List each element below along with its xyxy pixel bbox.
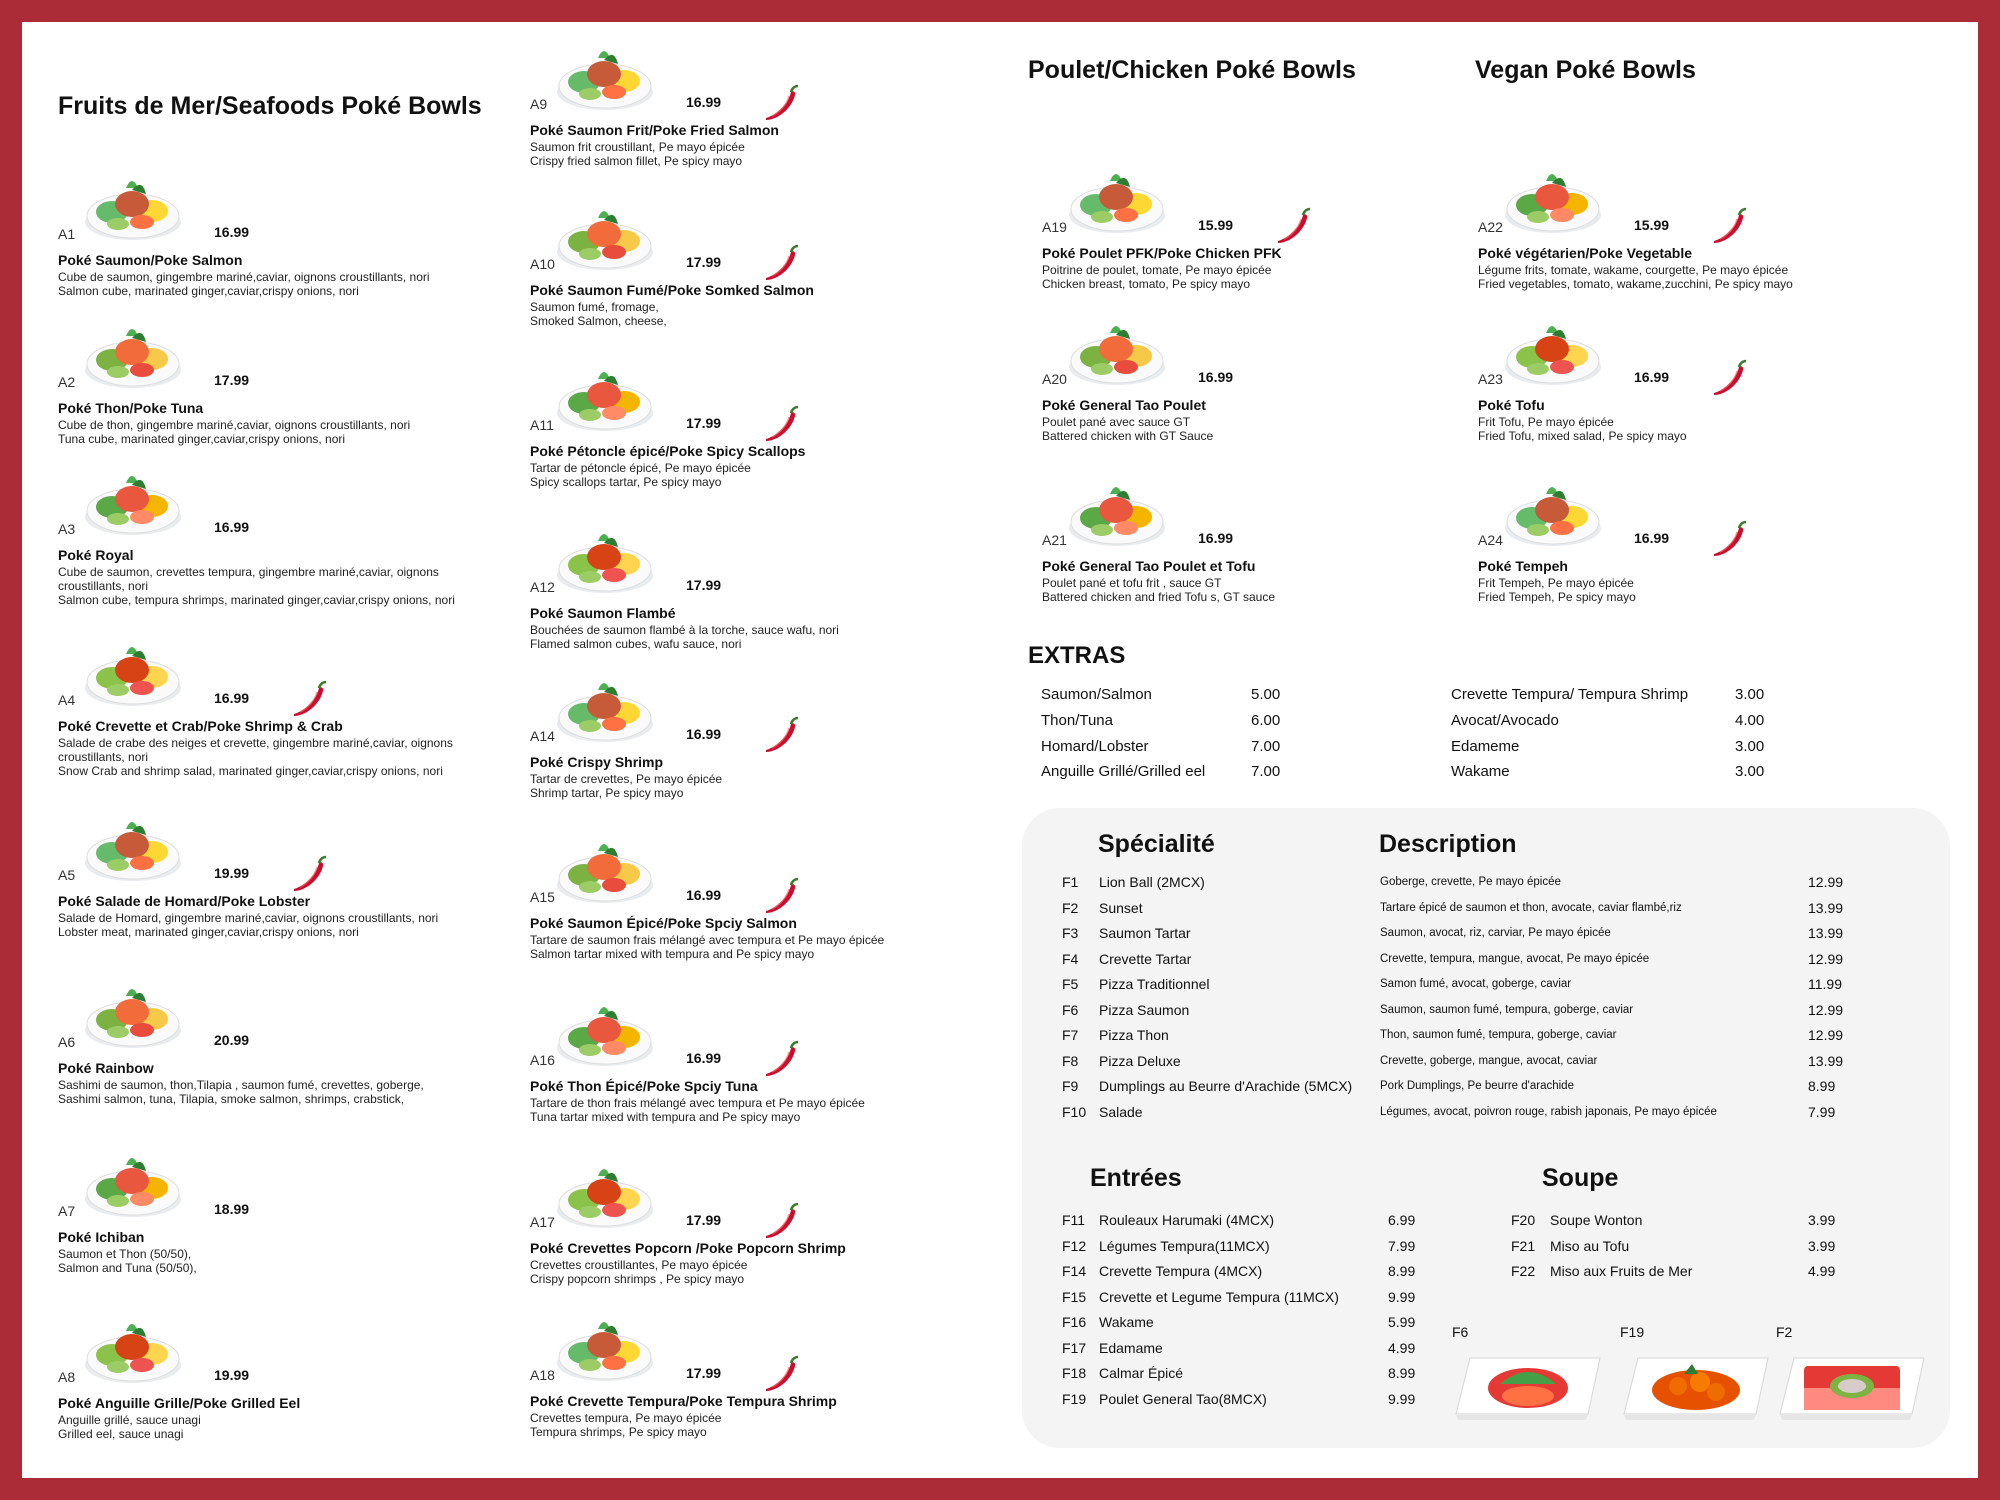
poke-bowl-image [80, 164, 186, 244]
special-price: 7.99 [1808, 1103, 1836, 1120]
poke-bowl-image [552, 34, 658, 114]
special-name: Saumon Tartar [1099, 925, 1191, 941]
item-description-line: Salade de Homard, gingembre mariné,caviar, oignons croustillants, nori [58, 911, 439, 925]
item-name: Poké Ichiban [58, 1229, 145, 1245]
extra-name: Homard/Lobster [1041, 738, 1149, 755]
item-code: A23 [1478, 371, 1503, 387]
item-description [58, 418, 513, 446]
item-name: Poké General Tao Poulet [1042, 397, 1206, 413]
item-description [530, 772, 985, 800]
soupe-name: Miso aux Fruits de Mer [1550, 1263, 1693, 1279]
soupe-price: 4.99 [1808, 1263, 1836, 1279]
extra-name: Saumon/Salmon [1041, 686, 1152, 703]
item-description [58, 911, 513, 939]
entree-name: Légumes Tempura(11MCX) [1099, 1237, 1270, 1254]
chili-pepper-icon [1708, 205, 1750, 247]
item-description [1478, 415, 1933, 443]
poke-bowl-image [552, 194, 658, 274]
item-description-line: Flamed salmon cubes, wafu sauce, nori [530, 637, 742, 651]
entree-price: 9.99 [1388, 1288, 1416, 1305]
special-name: Sunset [1099, 899, 1143, 916]
extra-price: 5.00 [1251, 686, 1281, 703]
special-name: Lion Ball (2MCX) [1099, 874, 1205, 890]
item-description-line: Chicken breast, tomato, Pe spicy mayo [1042, 277, 1251, 291]
soupe-code: F21 [1511, 1237, 1536, 1254]
poke-bowl-image [552, 666, 658, 746]
item-description [1478, 263, 1933, 291]
item-description-line: Tartare de saumon frais mélangé avec tempura et Pe mayo épicée [530, 933, 885, 947]
item-name: Poké Poulet PFK/Poke Chicken PFK [1042, 245, 1282, 261]
item-description-line: Tartar de crevettes, Pe mayo épicée [530, 772, 723, 786]
item-description-line: Salmon cube, tempura shrimps, marinated ginger,caviar,crispy onions, nori [58, 593, 455, 607]
soupe-code: F22 [1511, 1263, 1536, 1279]
item-name: Poké Saumon Fumé/Poke Somked Salmon [530, 282, 814, 298]
entree-code: F19 [1062, 1390, 1087, 1407]
item-description [530, 1096, 985, 1124]
item-name: Poké Crevettes Popcorn /Poke Popcorn Shrimp [530, 1240, 846, 1256]
entree-price: 6.99 [1388, 1212, 1416, 1228]
item-description-line: Frit Tempeh, Pe mayo épicée [1478, 576, 1634, 590]
item-description [530, 933, 985, 961]
poke-bowl-image [1064, 470, 1170, 550]
item-code: A15 [530, 889, 555, 905]
item-description-line: Tempura shrimps, Pe spicy mayo [530, 1425, 707, 1439]
special-code: F2 [1062, 899, 1079, 916]
item-name: Poké Anguille Grille/Poke Grilled Eel [58, 1395, 301, 1411]
special-name: Pizza Traditionnel [1099, 976, 1210, 992]
item-code: A14 [530, 728, 555, 744]
chili-pepper-icon [760, 1353, 802, 1395]
special-dish-photo [1618, 1344, 1774, 1426]
entree-name: Wakame [1099, 1314, 1154, 1330]
item-name: Poké Thon Épicé/Poke Spciy Tuna [530, 1078, 758, 1094]
item-description [1478, 576, 1933, 604]
poke-bowl-image [552, 355, 658, 435]
item-code: A16 [530, 1052, 555, 1068]
item-description-line: Lobster meat, marinated ginger,caviar,crispy onions, nori [58, 925, 359, 939]
description-title: Description [1379, 830, 1517, 858]
item-description-line: Salmon and Tuna (50/50), [58, 1261, 197, 1275]
poke-bowl-image [552, 1305, 658, 1385]
item-code: A17 [530, 1214, 555, 1230]
chili-pepper-icon [760, 82, 802, 124]
entree-name: Edamame [1099, 1339, 1163, 1356]
item-description [58, 1413, 513, 1441]
item-description [58, 270, 513, 298]
special-code: F9 [1062, 1078, 1079, 1094]
item-price: 19.99 [214, 1367, 250, 1383]
seafood-section-title: Fruits de Mer/Seafoods Poké Bowls [58, 92, 482, 120]
item-description-line: Fried Tofu, mixed salad, Pe spicy mayo [1478, 429, 1687, 443]
item-description-line: Saumon fumé, fromage, [530, 300, 659, 314]
item-description-line: Frit Tofu, Pe mayo épicée [1478, 415, 1614, 429]
item-description [530, 623, 985, 651]
item-code: A6 [58, 1034, 76, 1050]
item-description-line: Shrimp tartar, Pe spicy mayo [530, 786, 684, 800]
special-price: 12.99 [1808, 1027, 1844, 1043]
item-name: Poké Rainbow [58, 1060, 154, 1076]
special-code: F5 [1062, 976, 1079, 992]
extra-name: Wakame [1451, 763, 1510, 780]
item-description-line: Tuna cube, marinated ginger,caviar,crispy onions, nori [58, 432, 346, 446]
item-description-line: Cube de saumon, gingembre mariné,caviar, oignons croustillants, nori [58, 270, 430, 284]
poke-bowl-image [1500, 470, 1606, 550]
entree-code: F12 [1062, 1237, 1087, 1254]
entree-price: 8.99 [1388, 1365, 1416, 1381]
poke-bowl-image [80, 972, 186, 1052]
item-price: 16.99 [214, 224, 250, 240]
item-code: A21 [1042, 532, 1067, 548]
chili-pepper-icon [760, 1200, 802, 1242]
special-description: Goberge, crevette, Pe mayo épicée [1380, 876, 1561, 888]
item-price: 17.99 [686, 415, 722, 431]
poke-bowl-image [80, 1307, 186, 1387]
special-price: 13.99 [1808, 1052, 1844, 1069]
item-description-line: Crispy popcorn shrimps , Pe spicy mayo [530, 1272, 745, 1286]
extra-price: 6.00 [1251, 712, 1281, 729]
poke-bowl-image [552, 517, 658, 597]
poke-bowl-image [1064, 309, 1170, 389]
special-description: Pork Dumplings, Pe beurre d'arachide [1380, 1080, 1574, 1092]
item-description-line: Crispy fried salmon fillet, Pe spicy mayo [530, 154, 743, 168]
extra-price: 7.00 [1251, 738, 1281, 755]
item-code: A2 [58, 374, 76, 390]
chili-pepper-icon [760, 875, 802, 917]
special-dish-photo [1774, 1344, 1930, 1426]
special-name: Pizza Saumon [1099, 1001, 1190, 1018]
item-description [58, 565, 513, 607]
item-price: 16.99 [1634, 369, 1670, 385]
soupe-code: F20 [1511, 1212, 1536, 1228]
item-name: Poké General Tao Poulet et Tofu [1042, 558, 1256, 574]
item-description-line: Crevettes croustillantes, Pe mayo épicée [530, 1258, 748, 1272]
item-name: Poké Saumon Flambé [530, 605, 676, 621]
vegan-section-title: Vegan Poké Bowls [1475, 56, 1696, 84]
item-code: A19 [1042, 219, 1067, 235]
extra-price: 3.00 [1735, 738, 1765, 755]
item-description-line: Tartar de pétoncle épicé, Pe mayo épicée [530, 461, 751, 475]
item-code: A7 [58, 1203, 76, 1219]
photo-label: F2 [1776, 1324, 1793, 1340]
soupe-name: Soupe Wonton [1550, 1212, 1643, 1228]
item-description [58, 736, 513, 778]
item-price: 15.99 [1634, 217, 1670, 233]
soupe-price: 3.99 [1808, 1212, 1836, 1228]
item-description-line: croustillants, nori [58, 750, 149, 764]
photo-label: F19 [1620, 1324, 1645, 1340]
entrees-title: Entrées [1090, 1164, 1182, 1192]
entree-code: F11 [1062, 1212, 1086, 1228]
item-description-line: Anguille grillé, sauce unagi [58, 1413, 201, 1427]
item-description [530, 300, 985, 328]
extra-price: 3.00 [1735, 686, 1765, 703]
item-name: Poké Saumon Frit/Poke Fried Salmon [530, 122, 779, 138]
item-price: 17.99 [686, 577, 722, 593]
item-price: 16.99 [1198, 530, 1234, 546]
item-description-line: Spicy scallops tartar, Pe spicy mayo [530, 475, 722, 489]
special-description: Crevette, tempura, mangue, avocat, Pe mayo épicée [1380, 952, 1650, 965]
item-description-line: Tartare de thon frais mélangé avec tempura et Pe mayo épicée [530, 1096, 865, 1110]
item-code: A18 [530, 1367, 555, 1383]
item-name: Poké Tempeh [1478, 558, 1568, 574]
chili-pepper-icon [1272, 205, 1314, 247]
chili-pepper-icon [760, 403, 802, 445]
item-description-line: Fried vegetables, tomato, wakame,zucchini, Pe spicy mayo [1478, 277, 1793, 291]
item-name: Poké végétarien/Poke Vegetable [1478, 245, 1692, 261]
soupe-price: 3.99 [1808, 1237, 1836, 1254]
special-code: F4 [1062, 950, 1079, 967]
special-price: 11.99 [1808, 976, 1842, 992]
item-price: 18.99 [214, 1201, 250, 1217]
item-description-line: Grilled eel, sauce unagi [58, 1427, 184, 1441]
extra-price: 3.00 [1735, 763, 1765, 780]
extra-name: Crevette Tempura/ Tempura Shrimp [1451, 686, 1689, 703]
extra-price: 4.00 [1735, 712, 1765, 729]
special-code: F7 [1062, 1027, 1079, 1043]
item-name: Poké Crevette et Crab/Poke Shrimp & Crab [58, 718, 343, 734]
item-description-line: Bouchées de saumon flambé à la torche, sauce wafu, nori [530, 623, 839, 637]
special-code: F3 [1062, 925, 1079, 941]
item-price: 20.99 [214, 1032, 250, 1048]
special-description: Saumon, saumon fumé, tempura, goberge, caviar [1380, 1003, 1634, 1016]
special-code: F6 [1062, 1001, 1079, 1018]
chili-pepper-icon [1708, 518, 1750, 560]
special-code: F10 [1062, 1103, 1087, 1120]
item-code: A22 [1478, 219, 1503, 235]
special-description: Tartare épicé de saumon et thon, avocate, caviar flambé,riz [1380, 901, 1682, 914]
poke-bowl-image [80, 630, 186, 710]
entree-code: F16 [1062, 1314, 1087, 1330]
chili-pepper-icon [1708, 357, 1750, 399]
item-price: 17.99 [686, 254, 722, 270]
item-price: 16.99 [686, 94, 722, 110]
item-description [530, 1411, 985, 1439]
item-description-line: Poulet pané et tofu frit , sauce GT [1042, 576, 1222, 590]
item-price: 19.99 [214, 865, 250, 881]
chili-pepper-icon [760, 714, 802, 756]
special-name: Crevette Tartar [1099, 950, 1192, 967]
photo-label: F6 [1452, 1324, 1469, 1340]
item-description [530, 1258, 985, 1286]
entree-name: Crevette Tempura (4MCX) [1099, 1263, 1263, 1279]
special-price: 12.99 [1808, 1001, 1844, 1018]
item-description [1042, 415, 1497, 443]
chili-pepper-icon [760, 1038, 802, 1080]
entree-price: 9.99 [1388, 1390, 1416, 1407]
item-price: 16.99 [214, 690, 250, 706]
item-code: A4 [58, 692, 76, 708]
entree-name: Poulet General Tao(8MCX) [1099, 1390, 1267, 1407]
item-description-line: Snow Crab and shrimp salad, marinated ginger,caviar,crispy onions, nori [58, 764, 443, 778]
chili-pepper-icon [760, 242, 802, 284]
item-name: Poké Thon/Poke Tuna [58, 400, 204, 416]
item-description-line: Sashimi salmon, tuna, Tilapia, smoke salmon, shrimps, crabstick, [58, 1092, 405, 1106]
poke-bowl-image [80, 1141, 186, 1221]
entree-name: Rouleaux Harumaki (4MCX) [1099, 1212, 1275, 1228]
item-description-line: Saumon et Thon (50/50), [58, 1247, 192, 1261]
item-description-line: Smoked Salmon, cheese, [530, 314, 667, 328]
item-price: 17.99 [686, 1212, 722, 1228]
special-name: Pizza Thon [1099, 1027, 1169, 1043]
item-price: 16.99 [686, 887, 722, 903]
item-price: 16.99 [1634, 530, 1670, 546]
extras-title: EXTRAS [1028, 642, 1126, 669]
item-description [1042, 576, 1497, 604]
item-description-line: Cube de thon, gingembre mariné,caviar, oignons croustillants, nori [58, 418, 411, 432]
entree-name: Calmar Épicé [1099, 1365, 1184, 1381]
item-description-line: Légume frits, tomate, wakame, courgette, Pe mayo épicée [1478, 263, 1789, 277]
special-name: Dumplings au Beurre d'Arachide (5MCX) [1099, 1078, 1353, 1094]
entree-name: Crevette et Legume Tempura (11MCX) [1099, 1288, 1339, 1305]
item-name: Poké Crevette Tempura/Poke Tempura Shrimp [530, 1393, 837, 1409]
item-description [58, 1247, 513, 1275]
item-code: A10 [530, 256, 555, 272]
poke-bowl-image [552, 1152, 658, 1232]
item-price: 16.99 [686, 726, 722, 742]
item-name: Poké Salade de Homard/Poke Lobster [58, 893, 311, 909]
chili-pepper-icon [288, 853, 330, 895]
special-price: 13.99 [1808, 899, 1844, 916]
entree-code: F14 [1062, 1263, 1087, 1279]
poke-bowl-image [80, 805, 186, 885]
specialite-title: Spécialité [1098, 830, 1215, 858]
item-price: 16.99 [214, 519, 250, 535]
entree-code: F18 [1062, 1365, 1087, 1381]
poke-bowl-image [80, 312, 186, 392]
item-code: A9 [530, 96, 548, 112]
item-description-line: Battered chicken and fried Tofu s, GT sauce [1042, 590, 1276, 604]
item-code: A20 [1042, 371, 1067, 387]
item-description [58, 1078, 513, 1106]
entree-price: 8.99 [1388, 1263, 1416, 1279]
special-price: 12.99 [1808, 950, 1844, 967]
item-name: Poké Tofu [1478, 397, 1545, 413]
chili-pepper-icon [288, 678, 330, 720]
poke-bowl-image [552, 990, 658, 1070]
soupe-title: Soupe [1542, 1164, 1619, 1192]
item-code: A11 [530, 417, 554, 433]
special-description: Samon fumé, avocat, goberge, caviar [1380, 978, 1572, 990]
item-description [530, 140, 985, 168]
item-name: Poké Royal [58, 547, 134, 563]
extra-name: Anguille Grillé/Grilled eel [1041, 763, 1206, 780]
item-code: A5 [58, 867, 76, 883]
chicken-section-title: Poulet/Chicken Poké Bowls [1028, 56, 1356, 84]
special-dish-photo [1450, 1344, 1606, 1426]
special-code: F1 [1062, 874, 1079, 890]
item-price: 16.99 [1198, 369, 1234, 385]
item-code: A24 [1478, 532, 1503, 548]
entree-code: F17 [1062, 1339, 1087, 1356]
item-price: 15.99 [1198, 217, 1234, 233]
item-price: 17.99 [214, 372, 250, 388]
special-name: Salade [1099, 1103, 1143, 1120]
item-price: 17.99 [686, 1365, 722, 1381]
item-description-line: Battered chicken with GT Sauce [1042, 429, 1214, 443]
item-price: 16.99 [686, 1050, 722, 1066]
extra-name: Thon/Tuna [1041, 712, 1113, 729]
item-description-line: Poulet pané avec sauce GT [1042, 415, 1191, 429]
item-description-line: Crevettes tempura, Pe mayo épicée [530, 1411, 722, 1425]
item-description-line: Salade de crabe des neiges et crevette, gingembre mariné,caviar, oignons [58, 736, 453, 750]
entree-price: 7.99 [1388, 1237, 1416, 1254]
item-code: A8 [58, 1369, 76, 1385]
entree-price: 4.99 [1388, 1339, 1416, 1356]
item-description-line: Sashimi de saumon, thon,Tilapia , saumon fumé, crevettes, goberge, [58, 1078, 424, 1092]
item-description-line: Tuna tartar mixed with tempura and Pe spicy mayo [530, 1110, 801, 1124]
item-description [530, 461, 985, 489]
entree-price: 5.99 [1388, 1314, 1416, 1330]
entree-code: F15 [1062, 1288, 1087, 1305]
item-description-line: croustillants, nori [58, 579, 149, 593]
item-description [1042, 263, 1497, 291]
special-price: 8.99 [1808, 1078, 1836, 1094]
item-code: A1 [58, 226, 76, 242]
extra-price: 7.00 [1251, 763, 1281, 780]
item-description-line: Cube de saumon, crevettes tempura, gingembre mariné,caviar, oignons [58, 565, 439, 579]
item-description-line: Salmon cube, marinated ginger,caviar,crispy onions, nori [58, 284, 359, 298]
item-description-line: Saumon frit croustillant, Pe mayo épicée [530, 140, 745, 154]
item-code: A12 [530, 579, 555, 595]
item-description-line: Salmon tartar mixed with tempura and Pe spicy mayo [530, 947, 815, 961]
special-name: Pizza Deluxe [1099, 1052, 1181, 1069]
item-description-line: Fried Tempeh, Pe spicy mayo [1478, 590, 1636, 604]
extra-name: Edameme [1451, 738, 1520, 755]
soupe-name: Miso au Tofu [1550, 1237, 1630, 1254]
special-description: Thon, saumon fumé, tempura, goberge, caviar [1380, 1029, 1617, 1041]
special-code: F8 [1062, 1052, 1079, 1069]
poke-bowl-image [80, 459, 186, 539]
special-description: Légumes, avocat, poivron rouge, rabish japonais, Pe mayo épicée [1380, 1105, 1717, 1118]
special-description: Saumon, avocat, riz, carviar, Pe mayo épicée [1380, 927, 1611, 939]
special-description: Crevette, goberge, mangue, avocat, caviar [1380, 1054, 1598, 1067]
extra-name: Avocat/Avocado [1451, 712, 1559, 729]
item-name: Poké Pétoncle épicé/Poke Spicy Scallops [530, 443, 806, 459]
poke-bowl-image [1500, 309, 1606, 389]
special-price: 12.99 [1808, 874, 1844, 890]
poke-bowl-image [552, 827, 658, 907]
item-description-line: Poitrine de poulet, tomate, Pe mayo épicée [1042, 263, 1272, 277]
item-name: Poké Crispy Shrimp [530, 754, 664, 770]
item-name: Poké Saumon/Poke Salmon [58, 252, 243, 268]
item-name: Poké Saumon Épicé/Poke Spciy Salmon [530, 915, 797, 931]
item-code: A3 [58, 521, 76, 537]
menu-page [22, 22, 1978, 1478]
poke-bowl-image [1064, 157, 1170, 237]
special-price: 13.99 [1808, 925, 1844, 941]
poke-bowl-image [1500, 157, 1606, 237]
